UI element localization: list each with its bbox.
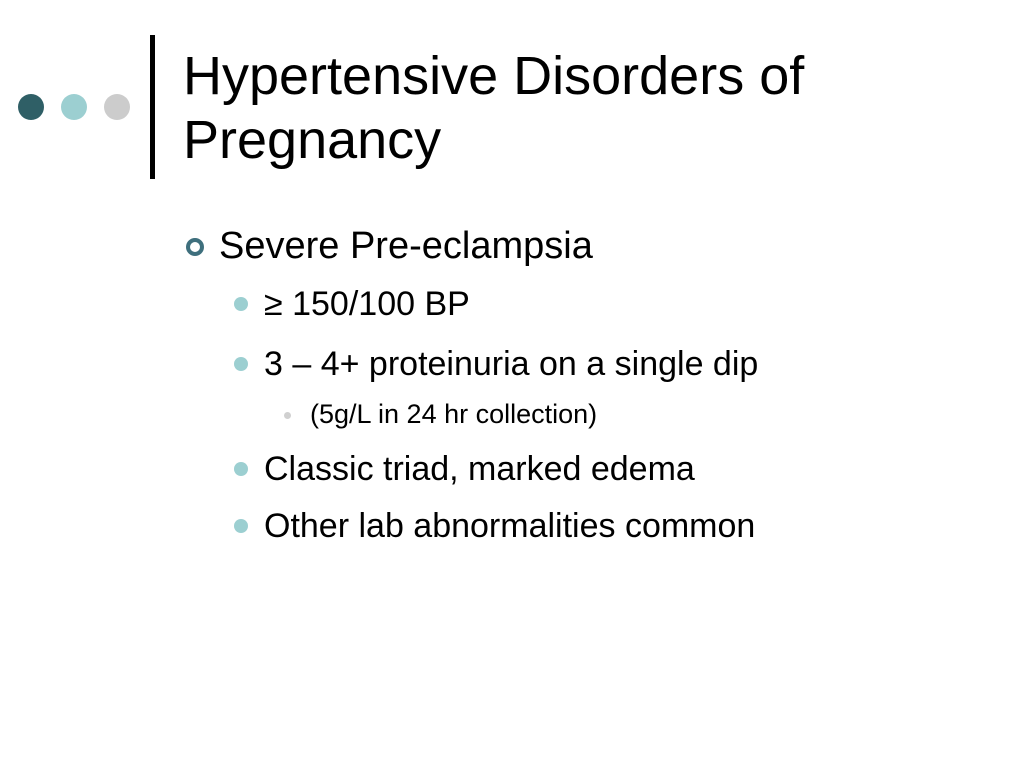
bullet-lab-abnormalities: Other lab abnormalities common — [264, 507, 756, 545]
bullet-bp-threshold: ≥ 150/100 BP — [264, 285, 470, 323]
ring-bullet-icon — [186, 238, 204, 256]
small-dot-bullet-icon — [284, 412, 291, 419]
dot-bullet-icon — [234, 357, 248, 371]
slide-title: Hypertensive Disorders of Pregnancy — [183, 46, 805, 170]
dot-bullet-icon — [234, 519, 248, 533]
bullet-severe-preeclampsia: Severe Pre-eclampsia — [219, 225, 593, 267]
bullet-collection: (5g/L in 24 hr collection) — [310, 399, 598, 429]
dot-bullet-icon — [234, 297, 248, 311]
bullet-classic-triad: Classic triad, marked edema — [264, 450, 695, 488]
dot-bullet-icon — [234, 462, 248, 476]
bullet-proteinuria: 3 – 4+ proteinuria on a single dip — [264, 345, 759, 383]
